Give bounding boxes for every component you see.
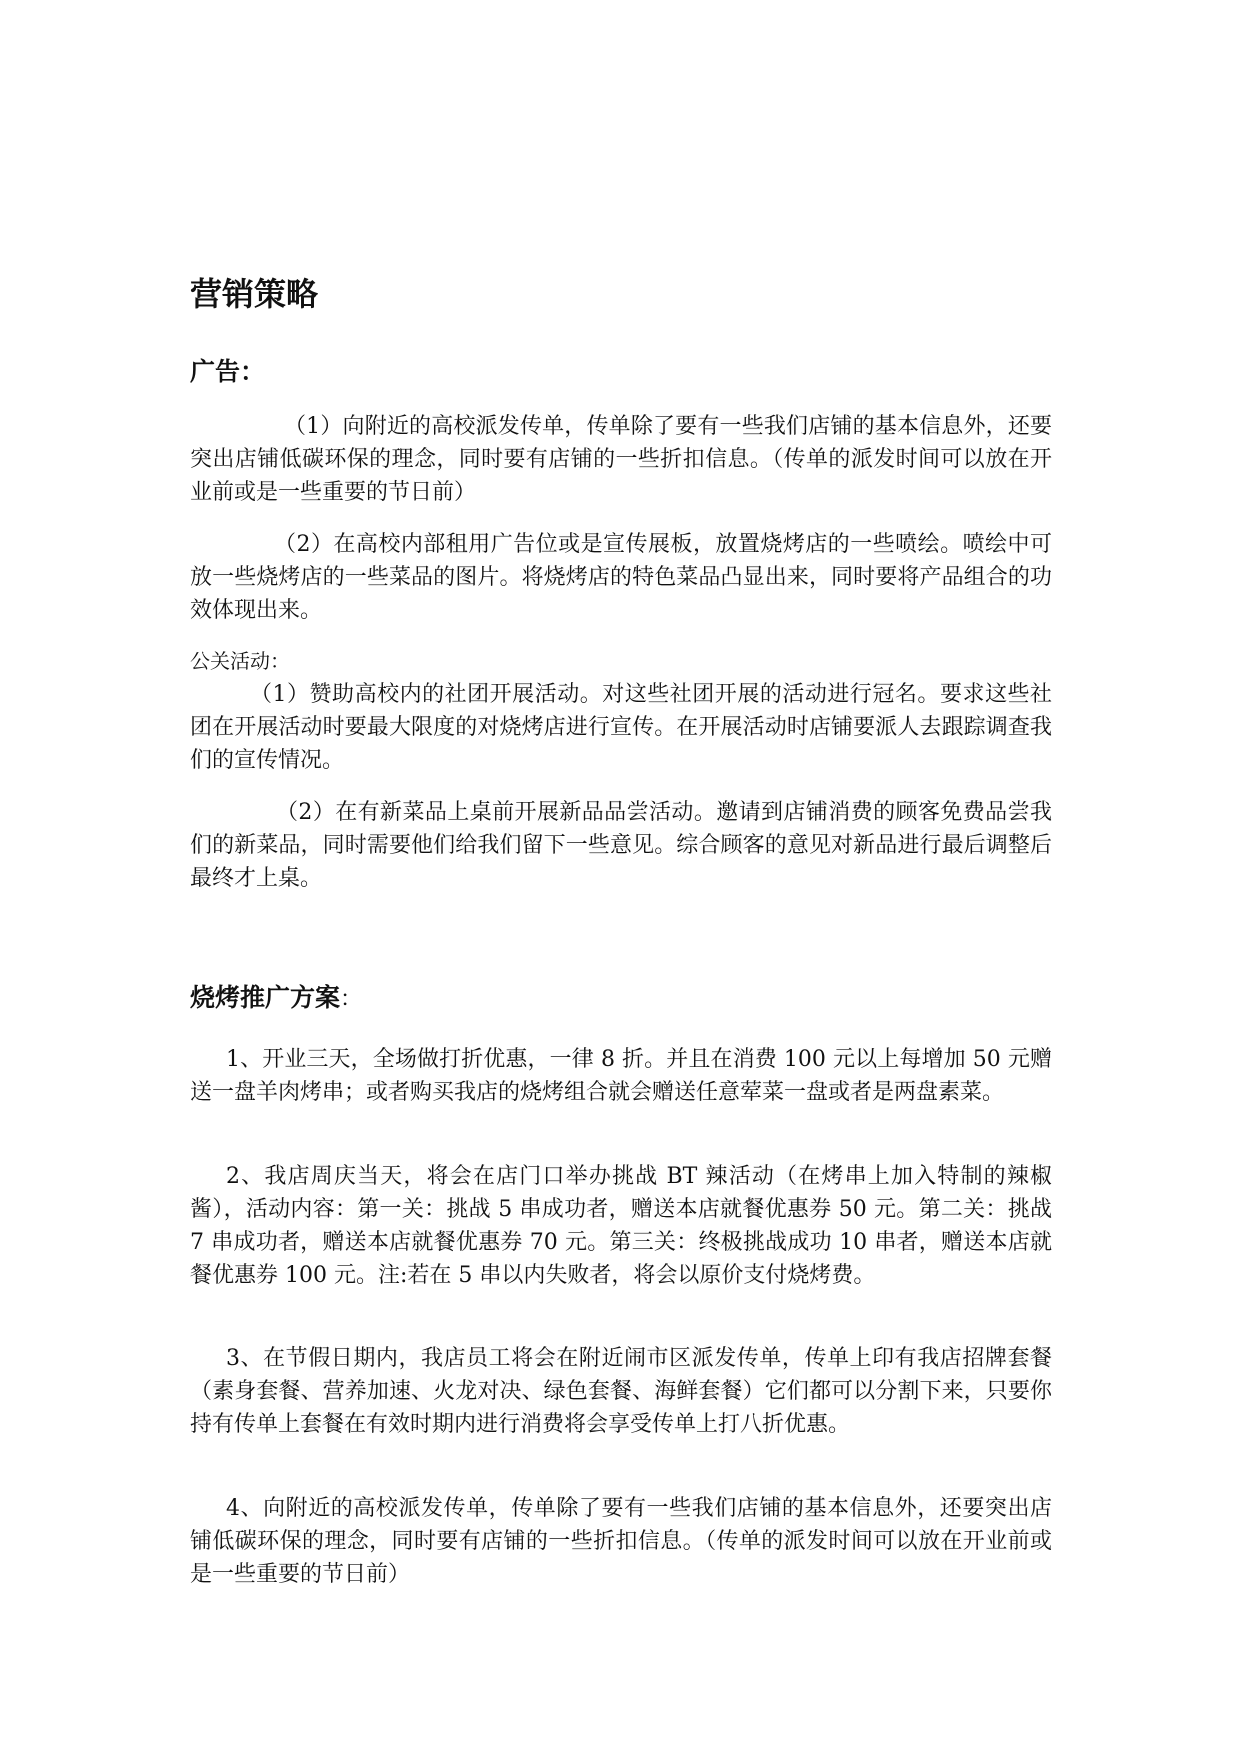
promo-item-3: 3、在节假日期内，我店员工将会在附近闹市区派发传单，传单上印有我店招牌套餐（素身套餐、营养加速、火龙对决、绿色套餐、海鲜套餐）它们都可以分割下来，只要你持有传单上套餐在有效时期内进行消费将会享受传单上打八折优惠。: [190, 1346, 1052, 1437]
promo-heading-colon: ：: [340, 987, 363, 1012]
ads-paragraph-2: （2）在高校内部租用广告位或是宣传展板，放置烧烤店的一些喷绘。喷绘中可放一些烧烤店的一些菜品的图片。将烧烤店的特色菜品凸显出来，同时要将产品组合的功效体现出来。: [190, 532, 1052, 623]
document-title: 营销策略: [190, 275, 319, 313]
promo-item-4: 4、向附近的高校派发传单，传单除了要有一些我们店铺的基本信息外，还要突出店铺低碳环保的理念，同时要有店铺的一些折扣信息。（传单的派发时间可以放在开业前或是一些重要的节日前）: [190, 1496, 1052, 1587]
section-heading-ads: 广告：: [190, 357, 266, 386]
promo-item-1: 1、开业三天，全场做打折优惠，一律 8 折。并且在消费 100 元以上每增加 50 元赠送一盘羊肉烤串；或者购买我店的烧烤组合就会赠送任意荤菜一盘或者是两盘素菜。: [190, 1047, 1052, 1105]
ads-paragraph-1: （1）向附近的高校派发传单，传单除了要有一些我们店铺的基本信息外，还要突出店铺低碳环保的理念，同时要有店铺的一些折扣信息。（传单的派发时间可以放在开业前或是一些重要的节日前）: [190, 414, 1052, 505]
promo-heading-text: 烧烤推广方案: [190, 983, 341, 1012]
pr-paragraph-2: （2）在有新菜品上桌前开展新品品尝活动。邀请到店铺消费的顾客免费品尝我们的新菜品，同时需要他们给我们留下一些意见。综合顾客的意见对新品进行最后调整后最终才上桌。: [190, 800, 1052, 891]
pr-paragraph-1: （1）赞助高校内的社团开展活动。对这些社团开展的活动进行冠名。要求这些社团在开展活动时要最大限度的对烧烤店进行宣传。在开展活动时店铺要派人去跟踪调查我们的宣传情况。: [190, 682, 1052, 773]
section-heading-promo: [190, 982, 362, 1016]
section-heading-pr: 公关活动：: [190, 649, 290, 673]
promo-item-2: 2、我店周庆当天，将会在店门口举办挑战 BT 辣活动（在烤串上加入特制的辣椒酱），活动内容：第一关：挑战 5 串成功者，赠送本店就餐优惠券 50 元。第二关：挑战 7 串成功者，赠送本店就餐优惠券 70 元。第三关：终极挑战成功 10 串者，赠送本店就餐优惠券 100 元。注:若在 5 串以内失败者，将会以原价支付烧烤费。: [190, 1164, 1052, 1288]
